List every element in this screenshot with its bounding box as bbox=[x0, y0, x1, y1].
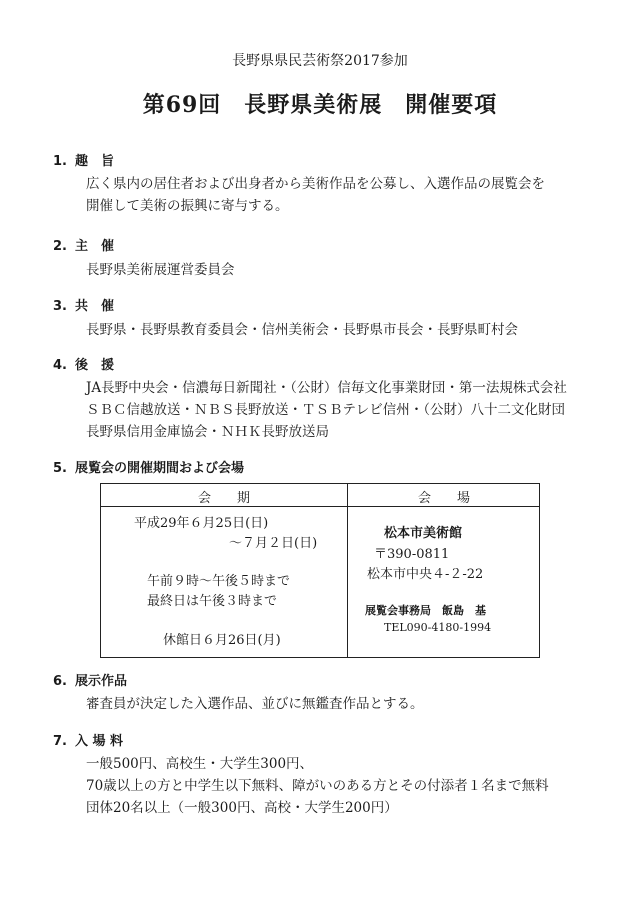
section-1-line: 広く県内の居住者および出身者から美術作品を公募し、入選作品の展覧会を bbox=[86, 176, 545, 192]
festival-subtitle: 長野県県民芸術祭2017参加 bbox=[232, 53, 408, 69]
section-title: 趣 旨 bbox=[75, 154, 115, 169]
venue-table bbox=[100, 483, 540, 658]
opening-hours: 午前９時～午後５時まで bbox=[147, 574, 291, 589]
section-number: 3. bbox=[53, 299, 67, 314]
section-5-heading bbox=[53, 457, 244, 476]
venue-address: 松本市中央４-２-22 bbox=[367, 567, 484, 582]
section-title: 入 場 料 bbox=[75, 734, 124, 749]
section-number: 5. bbox=[53, 461, 67, 476]
period-start: 平成29年６月25日(日) bbox=[134, 516, 269, 531]
section-3-line: 長野県・長野県教育委員会・信州美術会・長野県市長会・長野県町村会 bbox=[86, 322, 518, 338]
last-day-hours: 最終日は午後３時まで bbox=[147, 594, 278, 609]
venue-column-header: 会 場 bbox=[417, 491, 470, 506]
closed-day: 休館日６月26日(月) bbox=[163, 633, 281, 648]
period-end: ～７月２日(日) bbox=[229, 536, 318, 551]
section-4-heading bbox=[53, 354, 114, 373]
page-title: 第69回 長野県美術展 開催要項 bbox=[142, 92, 498, 118]
section-title: 共 催 bbox=[75, 299, 115, 314]
section-7-line: 一般500円、高校生・大学生300円、 bbox=[86, 756, 314, 772]
period-column-header: 会 期 bbox=[197, 491, 250, 506]
section-2-line: 長野県美術展運営委員会 bbox=[86, 262, 235, 278]
section-2-heading bbox=[53, 235, 114, 254]
section-4-line: 長野県信用金庫協会・ＮＨＫ長野放送局 bbox=[86, 424, 329, 440]
venue-zip: 〒390-0811 bbox=[374, 547, 450, 562]
section-title: 主 催 bbox=[75, 239, 115, 254]
section-number: 6. bbox=[53, 674, 67, 689]
section-6-line: 審査員が決定した入選作品、並びに無鑑査作品とする。 bbox=[86, 696, 424, 712]
column-divider bbox=[347, 484, 348, 657]
office-phone: TEL090-4180-1994 bbox=[384, 621, 492, 634]
section-4-line: ＳＢＣ信越放送・ＮＢＳ長野放送・ＴＳＢテレビ信州・（公財）八十二文化財団 bbox=[86, 402, 565, 418]
section-3-heading bbox=[53, 295, 114, 314]
section-4-line: JA長野中央会・信濃毎日新聞社・（公財）信毎文化事業財団・第一法規株式会社 bbox=[86, 380, 567, 396]
section-7-line: 団体20名以上（一般300円、高校・大学生200円） bbox=[86, 800, 398, 816]
venue-name: 松本市美術館 bbox=[384, 526, 463, 541]
section-1-heading bbox=[53, 150, 114, 169]
section-title: 展示作品 bbox=[75, 674, 128, 689]
section-number: 4. bbox=[53, 358, 67, 373]
section-title: 展覧会の開催期間および会場 bbox=[75, 461, 245, 476]
section-7-heading bbox=[53, 730, 123, 749]
section-number: 2. bbox=[53, 239, 67, 254]
section-number: 7. bbox=[53, 734, 67, 749]
exhibition-office: 展覧会事務局 飯島 基 bbox=[365, 604, 486, 617]
section-7-line: 70歳以上の方と中学生以下無料、障がいのある方とその付添者１名まで無料 bbox=[86, 778, 549, 794]
section-title: 後 援 bbox=[75, 358, 115, 373]
section-1-line: 開催して美術の振興に寄与する。 bbox=[86, 198, 289, 214]
section-6-heading bbox=[53, 670, 127, 689]
section-number: 1. bbox=[53, 154, 67, 169]
